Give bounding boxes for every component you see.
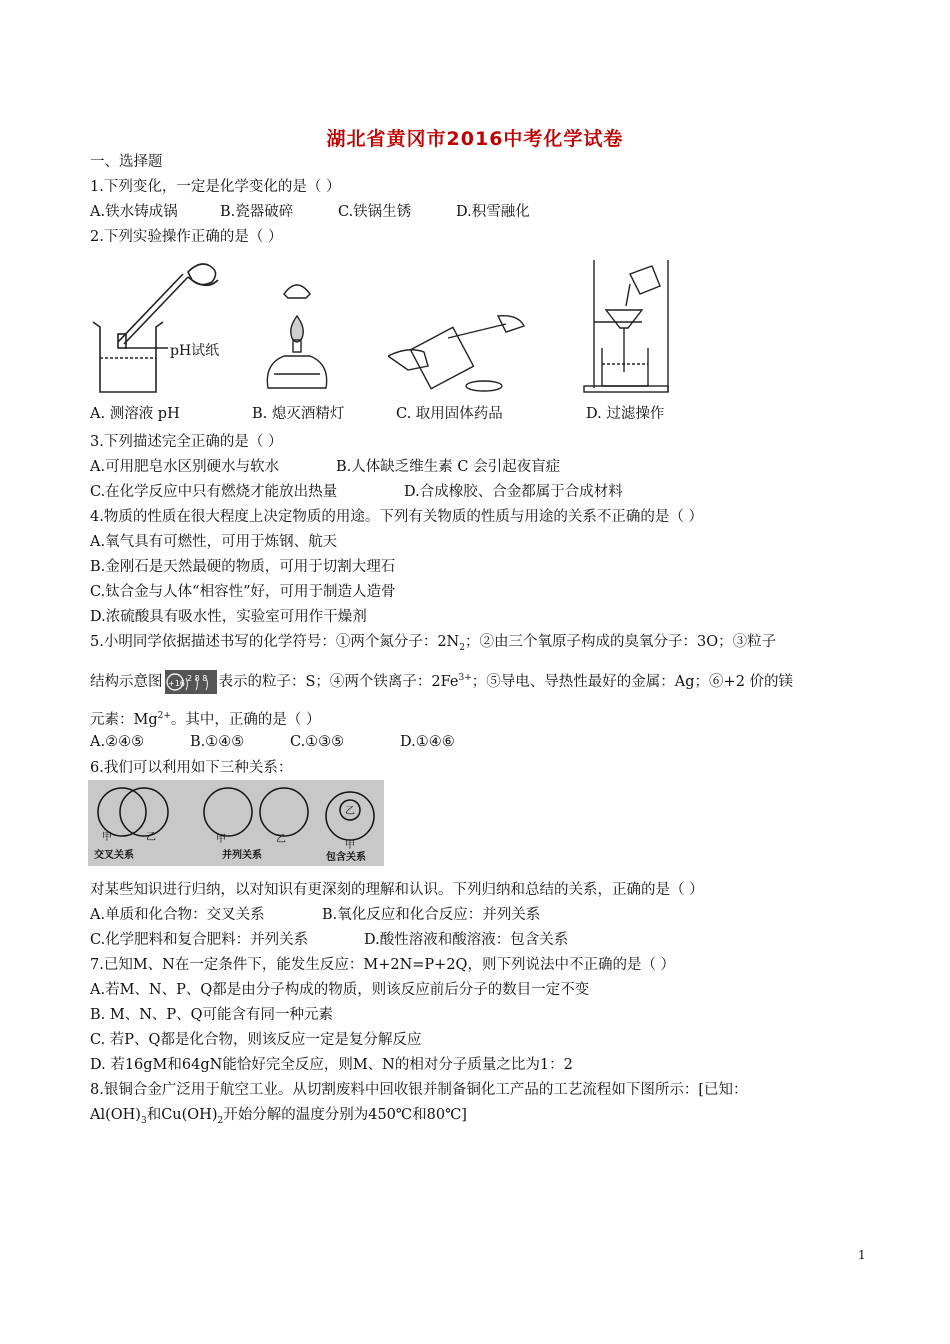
q8-line2 [90,1105,467,1131]
svg-text:+16: +16 [167,678,185,688]
q4-option-a: A.氧气具有可燃性，可用于炼钢、航天 [90,534,338,550]
q3-stem: 3.下列描述完全正确的是（ ） [90,434,283,450]
atom-structure-icon [165,670,217,694]
q6-option-b: B.氧化反应和化合反应：并列关系 [322,907,541,923]
q5-options [90,732,455,752]
q8-line1: 8.银铜合金广泛用于航空工业。从切割废料中回收银并制备铜化工产品的工艺流程如下图所示：[已知： [90,1082,748,1098]
q1-option-d: D.积雪融化 [456,204,530,220]
page-title: 湖北省黄冈市2016中考化学试卷 [326,128,624,150]
relations-diagram [88,780,384,866]
q6-options-row1 [90,905,540,925]
q5-option-d: D.①④⑥ [400,734,455,750]
q5-line3-text: 元素：Mg [90,711,158,728]
q3-options-row1 [90,457,560,477]
filtration-figure [578,256,674,396]
q5-option-a: A.②④⑤ [90,734,145,750]
alcohol-lamp-figure [262,276,332,396]
q5-line3 [90,706,321,730]
q7-option-c: C. 若P、Q都是化合物，则该反应一定是复分解反应 [90,1032,422,1048]
q5-line1 [90,632,776,658]
ph-test-figure [88,252,238,398]
parallel-jia-label: 甲 [216,834,226,845]
q2-stem: 2.下列实验操作正确的是（ ） [90,229,283,245]
q6-option-d: D.酸性溶液和酸溶液：包含关系 [364,932,569,948]
parallel-relation-label: 并列关系 [222,850,262,861]
q8-line2-middle: 和Cu(OH) [146,1107,218,1123]
q7-option-d: D. 若16gM和64gN能恰好完全反应，则M、N的相对分子质量之比为1：2 [90,1057,573,1073]
q2-option-b: B. 熄灭酒精灯 [252,406,345,422]
contain-relation-label: 包含关系 [326,852,366,863]
q3-option-d: D.合成橡胶、合金都属于合成材料 [404,484,623,500]
q5-subscript: 2 [459,642,465,653]
page-number: 1 [858,1248,866,1262]
q5-option-b: B.①④⑤ [190,734,245,750]
q5-superscript-1: 3+ [458,673,472,683]
q3-option-b: B.人体缺乏维生素 C 会引起夜盲症 [336,459,561,475]
cross-relation-label: 交叉关系 [94,850,134,861]
cross-yi-label: 乙 [146,832,156,843]
q8-subscript-1: 3 [140,1115,147,1126]
ph-paper-label: pH试纸 [170,343,220,359]
q5-line1-rest: ；②由三个氧原子构成的臭氧分子：3O；③粒子 [464,634,777,650]
q6-stem: 6.我们可以利用如下三种关系： [90,760,293,776]
q2-option-a: A. 测溶液 pH [90,406,180,422]
q3-option-c: C.在化学反应中只有燃烧才能放出热量 [90,484,338,500]
q8-subscript-2: 2 [217,1115,224,1126]
q5-line2 [90,668,793,694]
q4-stem: 4.物质的性质在很大程度上决定物质的用途。下列有关物质的性质与用途的关系不正确的是（ ） [90,509,703,525]
q7-stem: 7.已知M、N在一定条件下，能发生反应：M+2N=P+2Q，则下列说法中不正确的是（ ） [90,957,676,973]
q4-option-b: B.金刚石是天然最硬的物质，可用于切割大理石 [90,559,396,575]
q4-option-c: C.钛合金与人体“相容性”好，可用于制造人造骨 [90,584,396,600]
q8-line2-rest: 开始分解的温度分别为450℃和80℃] [223,1107,467,1123]
q3-option-a: A.可用肥皂水区别硬水与软水 [90,459,280,475]
contain-yi-label: 乙 [345,806,355,817]
solid-reagent-figure [388,296,528,396]
q7-option-b: B. M、N、P、Q可能含有同一种元素 [90,1007,334,1023]
q7-option-a: A.若M、N、P、Q都是由分子构成的物质，则该反应前后分子的数目一定不变 [90,982,590,998]
section-heading: 一、选择题 [90,154,163,170]
q6-line2: 对某些知识进行归纳，以对知识有更深刻的理解和认识。下列归纳和总结的关系，正确的是（ ） [90,882,704,898]
q1-option-b: B.瓷器破碎 [220,204,294,220]
q3-options-row2 [90,482,623,502]
q5-line2-text: 结构示意图 [90,673,163,690]
cross-jia-label: 甲 [102,832,112,843]
q1-stem: 1.下列变化，一定是化学变化的是（ ） [90,179,341,195]
q1-option-c: C.铁锅生锈 [338,204,412,220]
q6-options-row2 [90,930,568,950]
q5-line1-text: 5.小明同学依据描述书写的化学符号：①两个氮分子：2N [90,634,460,650]
q1-options [90,202,530,222]
parallel-yi-label: 乙 [276,834,286,845]
q8-line2-text: Al(OH) [90,1107,141,1123]
svg-text:2 8 8: 2 8 8 [186,673,207,683]
q2-option-d: D. 过滤操作 [586,406,665,422]
q5-superscript-2: 2+ [157,711,171,721]
q5-line3-rest: 。其中，正确的是（ ） [170,711,321,728]
q6-option-a: A.单质和化合物：交叉关系 [90,907,265,923]
q5-line2-rest: ；⑤导电、导热性最好的金属：Ag；⑥+2 价的镁 [471,673,794,690]
contain-jia-label: 甲 [345,840,355,851]
q1-option-a: A.铁水铸成锅 [90,204,178,220]
q6-option-c: C.化学肥料和复合肥料：并列关系 [90,932,309,948]
q2-option-c: C. 取用固体药品 [396,406,503,422]
q5-option-c: C.①③⑤ [290,734,345,750]
q4-option-d: D.浓硫酸具有吸水性，实验室可用作干燥剂 [90,609,367,625]
q5-line2-middle: 表示的粒子：S；④两个铁离子：2Fe [218,673,459,690]
